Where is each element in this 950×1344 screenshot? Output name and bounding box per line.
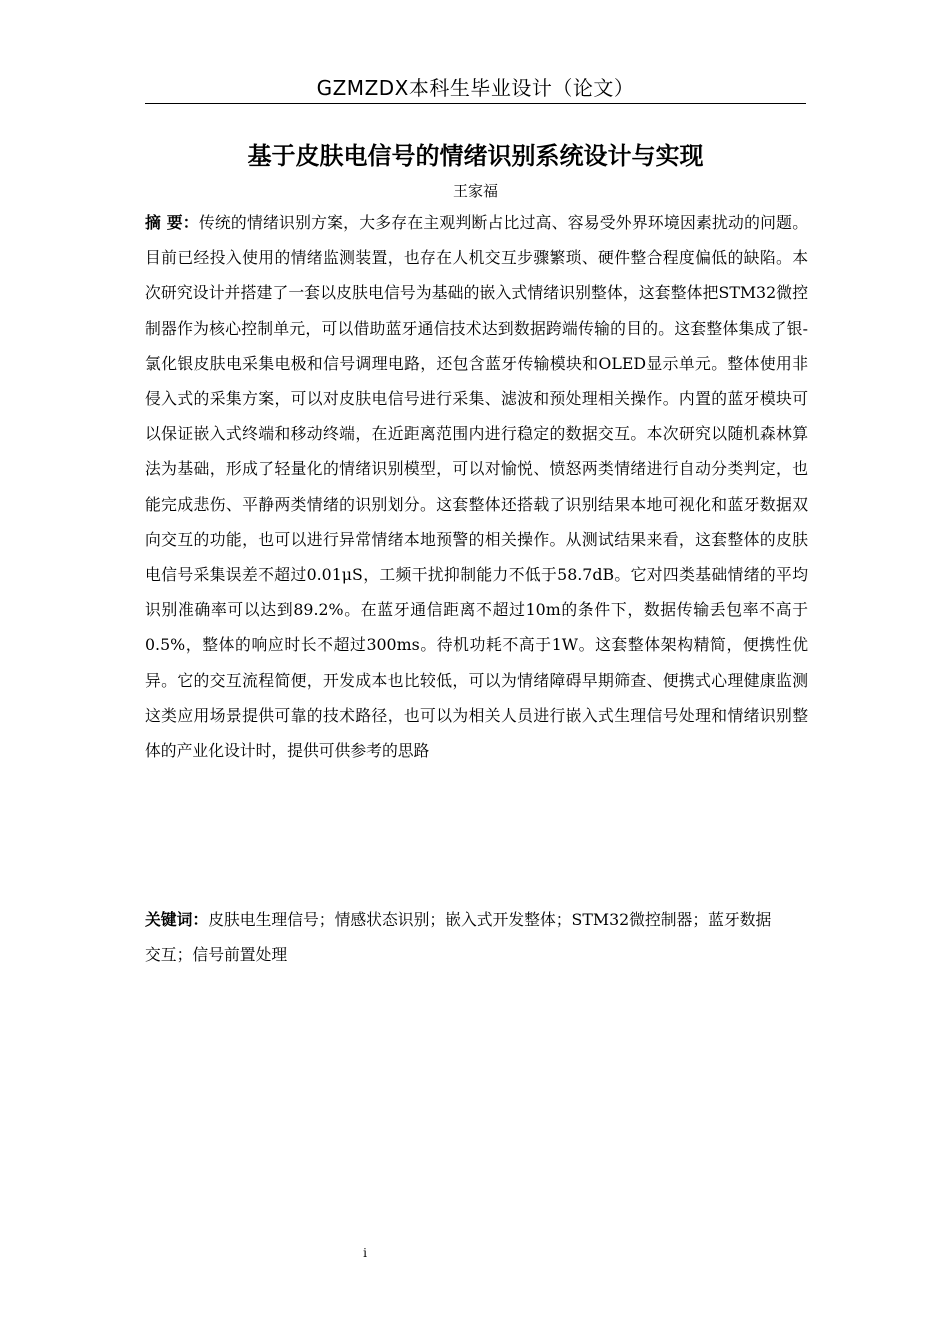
author-name: 王家福 <box>452 182 498 200</box>
abstract-text: 传统的情绪识别方案，大多存在主观判断占比过高、容易受外界环境因素扰动的问题。目前已经投入使用的情绪监测装置，也存在人机交互步骤繁琐、硬件整合程度偏低的缺陷。本次研究设计并搭建了一套以皮肤电信号为基础的嵌入式情绪识别整体，这套整体把STM32微控制器作为核心控制单元，可以借助蓝牙通信技术达到数据跨端传输的目的。这套整体集成了银-氯化银皮肤电采集电极和信号调理电路，还包含蓝牙传输模块和OLED显示单元。整体使用非侵入式的采集方案，可以对皮肤电信号进行采集、滤波和预处理相关操作。内置的蓝牙模块可以保证嵌入式终端和移动终端，在近距离范围内进行稳定的数据交互。本次研究以随机森林算法为基础，形成了轻量化的情绪识别模型，可以对愉悦、愤怒两类情绪进行自动分类判定，也能完成悲伤、平静两类情绪的识别划分。这套整体还搭载了识别结果本地可视化和蓝牙数据双向交互的功能，也可以进行异常情绪本地预警的相关操作。从测试结果来看，这套整体的皮肤电信号采集误差不超过0.01μS，工频干扰抑制能力不低于58.7dB。它对四类基础情绪的平均识别准确率可以达到89.2%。在蓝牙通信距离不超过10m的条件下，数据传输丢包率不高于0.5%，整体的响应时长不超过300ms。待机功耗不高于1W。这套整体架构精简，便携性优异。它的交互流程简便，开发成本也比较低，可以为情绪障碍早期筛查、便携式心理健康监测这类应用场景提供可靠的技术路径，也可以为相关人员进行嵌入式生理信号处理和情绪识别整体的产业化设计时，提供可供参考的思路 <box>145 213 808 761</box>
keywords-paragraph <box>145 902 785 972</box>
keywords-text: 皮肤电生理信号；情感状态识别；嵌入式开发整体；STM32微控制器；蓝牙数据交互；信号前置处理 <box>145 910 772 964</box>
abstract-label: 摘 要： <box>145 213 199 232</box>
paper-title: 基于皮肤电信号的情绪识别系统设计与实现 <box>247 142 704 170</box>
abstract-paragraph <box>145 205 808 768</box>
keywords-label: 关键词： <box>145 910 209 929</box>
running-header: GZMZDX本科生毕业设计（论文） <box>316 76 635 100</box>
header-rule <box>145 103 806 104</box>
page-number: i <box>363 1246 367 1260</box>
